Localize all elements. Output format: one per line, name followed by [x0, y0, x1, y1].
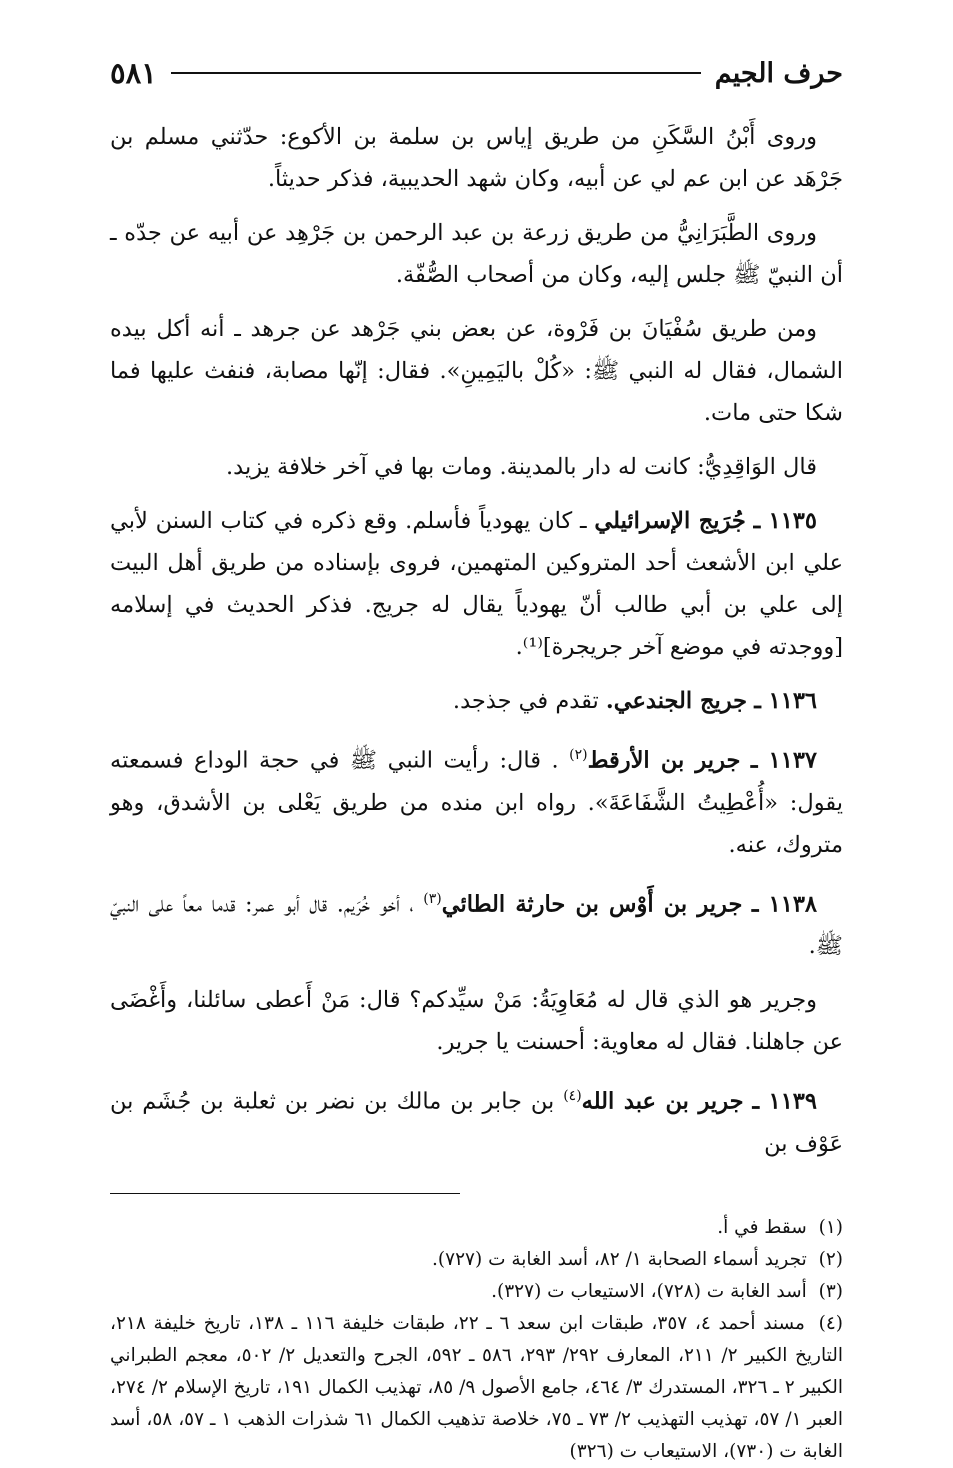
entry-1137	[110, 734, 843, 866]
entry-text: تقدم في جذجد.	[452, 688, 599, 714]
footnote-divider	[110, 1193, 460, 1194]
paragraph	[110, 446, 843, 488]
footnote-mark: (٢)	[818, 1248, 843, 1270]
entry-name: جُرَيج الإسرائيلي	[594, 508, 746, 534]
footnote-text: مسند أحمد ٤، ٣٥٧، طبقات ابن سعد ٦ ـ ٢٢، طبقات خليفة ١١٦ ـ ١٣٨، تاريخ خليفة ٢١٨، التاريخ الكبير ٢/ ٢١١، المعارف ٢٩٢/ ٢٩٣، ٥٨٦ ـ ٥٩٢، الجرح والتعديل ٢/ ٥٠٢، معجم الطبراني الكبير ٢ ـ ٣٢٦، المستدرك ٣/ ٤٦٤، جامع الأصول ٩/ ٨٥، تهذيب الكمال ١٩١، تاريخ الإسلام ٢/ ٢٧٤، العبر ١/ ٥٧، تهذيب التهذيب ٢/ ٧٣ ـ ٧٥، خلاصة تذهيب الكمال ٦١ شذرات الذهب ١ ـ ٥٧، ٥٨، أسد الغابة ت (٧٣٠)، الاستيعاب ت (٣٢٦)	[110, 1312, 844, 1462]
paragraph	[110, 116, 843, 200]
footnote-text: تجريد أسماء الصحابة ١/ ٨٢، أسد الغابة ت (٧٢٧).	[432, 1248, 807, 1270]
entry-text: ـ كان يهودياً فأسلم. وقع ذكره في كتاب السنن لأبي علي ابن الأشعث أحد المتروكين المتهمين، فروى بإسناده من طريق أهل البيت إلى علي بن أبي طالب أنّ يهودياً يقال له جريج. فذكر الحديث في إسلامه [ووجدته في موضع آخر جريجرة]⁽¹⁾.	[110, 508, 843, 660]
entry-name: جرير بن الأرقط	[587, 747, 741, 774]
paragraph	[110, 308, 843, 434]
footnote-ref: (٢)	[569, 747, 588, 763]
entry-1138	[110, 878, 843, 968]
entry-1139	[110, 1075, 843, 1165]
header-rule	[171, 72, 701, 74]
footnote	[110, 1212, 843, 1244]
paragraph-text: وروى أَبْنُ السَّكَنِ من طريق إياس بن سلمة بن الأكوع: حدّثني مسلم بن جَرْهَد عن ابن عم لي عن أبيه، وكان شهد الحديبية، فذكر حديثاً.	[110, 124, 843, 192]
entry-number: ١١٣٩ ـ	[752, 1088, 817, 1115]
entry-name: جريج الجندعي.	[605, 688, 748, 714]
entry-1135	[110, 500, 843, 668]
paragraph-text: قال الوَاقِدِيُّ: كانت له دار بالمدينة. ومات بها في آخر خلافة يزيد.	[226, 454, 817, 480]
footnote	[110, 1244, 843, 1276]
entry-1136	[110, 680, 843, 722]
paragraph-text: وروى الطَّبَرَانِيُّ من طريق زرعة بن عبد الرحمن بن جَرْهِد عن أبيه عن جدّه ـ أن النبيّ ﷺ جلس إليه، وكان من أصحاب الصُّفّة.	[110, 220, 843, 288]
page-number: ٥٨١	[110, 56, 157, 90]
paragraph	[110, 979, 843, 1063]
paragraph-text: وجرير هو الذي قال له مُعَاوِيَةُ: مَنْ سيِّدكم؟ قال: مَنْ أَعطى سائلنا، وأَغْضَى عن جاهلنا. فقال له معاوية: أحسنت يا جرير.	[110, 987, 843, 1055]
paragraph-text: ومن طريق سُفْيَانَ بن فَرْوة، عن بعض بني جَرْهد عن جرهد ـ أنه أكل بيده الشمال، فقال له النبي ﷺ: «كُلْ باليَمِينِ». فقال: إنّها مصابة، فنفث عليها فما شكا حتى مات.	[110, 316, 843, 426]
entry-name: جرير بن أَوْس بن حارثة الطائي	[441, 891, 743, 917]
footnote-mark: (٣)	[818, 1280, 843, 1302]
footnotes	[110, 1212, 843, 1468]
entry-text: ، أخو خُرَيم. قال أبو عمر: قدما معاً على النبيّ ﷺ.	[110, 891, 843, 959]
footnote	[110, 1308, 843, 1468]
footnote-mark: (٤)	[818, 1312, 843, 1334]
entry-number: ١١٣٨ ـ	[751, 891, 818, 917]
entry-number: ١١٣٥ ـ	[753, 508, 817, 534]
footnote-mark: (١)	[818, 1216, 843, 1238]
paragraph	[110, 212, 843, 296]
entry-text: . قال: رأيت النبي ﷺ في حجة الوداع فسمعته يقول: «أُعْطِيتُ الشَّفَاعَةَ». رواه ابن منده من طريق يَعْلى بن الأشدق، وهو متروك، عنه.	[110, 747, 843, 858]
footnote-text: سقط في أ.	[717, 1216, 807, 1238]
footnote-ref: (٤)	[563, 1088, 582, 1104]
entry-name: جرير بن عبد الله	[581, 1088, 744, 1115]
footnote	[110, 1276, 843, 1308]
main-text	[110, 116, 843, 1165]
entry-number: ١١٣٦ ـ	[754, 688, 817, 714]
page-header	[110, 50, 843, 96]
entry-number: ١١٣٧ ـ	[750, 747, 818, 774]
section-title: حرف الجيم	[714, 57, 843, 89]
footnote-text: أسد الغابة ت (٧٢٨)، الاستيعاب ت (٣٢٧).	[491, 1280, 807, 1302]
entry-text: بن جابر بن مالك بن نضر بن ثعلبة بن جُشَم بن عَوْف بن	[110, 1088, 843, 1157]
footnote-ref: (٣)	[423, 890, 442, 907]
